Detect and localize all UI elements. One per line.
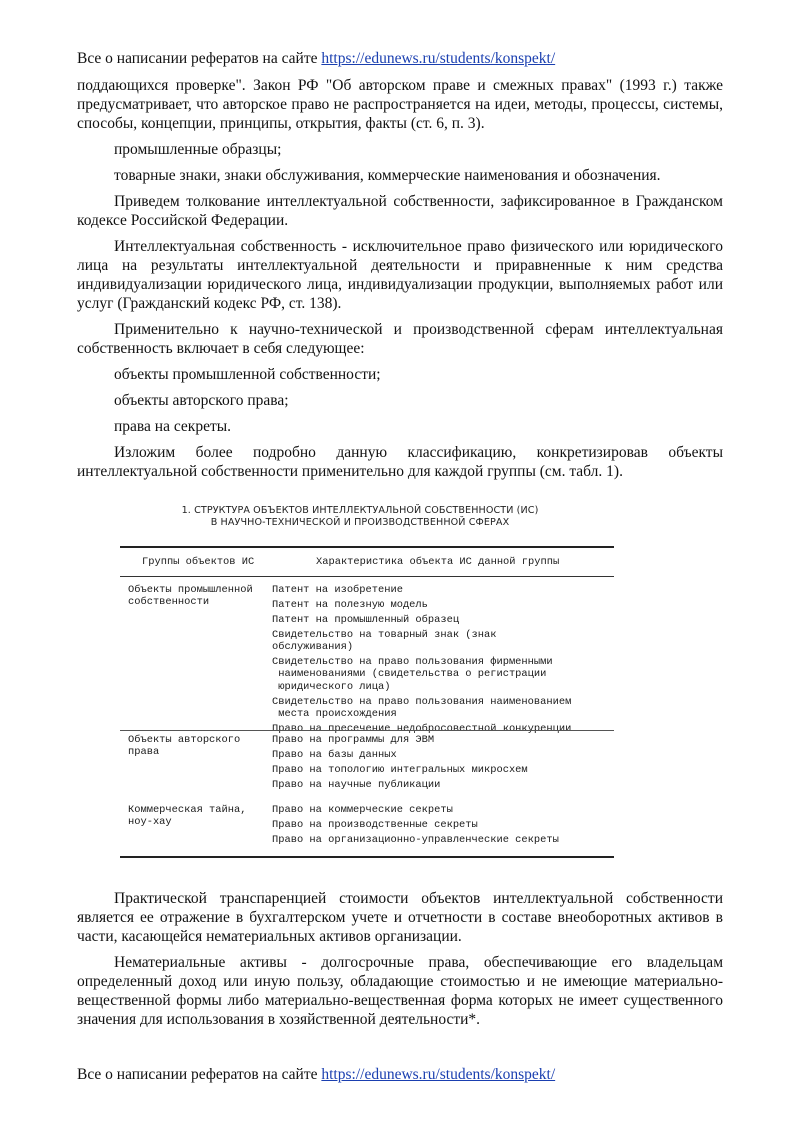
table-item: Право на базы данных <box>272 748 397 761</box>
paragraph: Приведем толкование интеллектуальной собственности, зафиксированное в Гражданском кодексе Российской Федерации. <box>77 193 723 229</box>
list-item: промышленные образцы; <box>114 141 282 158</box>
page-header <box>77 49 555 69</box>
page-footer <box>77 1065 555 1085</box>
paragraph: поддающихся проверке". Закон РФ "Об авторском праве и смежных правах" (1993 г.) также предусматривает, что авторское право не распространяется на идеи, методы, процессы, системы, способы, концепции, принципы, открытия, факты (ст. 6, п. 3). <box>77 77 723 132</box>
table-figure <box>120 505 614 846</box>
table-item: Свидетельство на право пользования наименованием места происхождения <box>272 695 572 721</box>
table-title-line-1: 1. СТРУКТУРА ОБЪЕКТОВ ИНТЕЛЛЕКТУАЛЬНОЙ СОБСТВЕННОСТИ (ИС) <box>181 505 539 516</box>
footer-link[interactable]: https://edunews.ru/students/konspekt/ <box>321 1066 556 1083</box>
paragraph: Практической транспаренцией стоимости объектов интеллектуальной собственности является ее отражение в бухгалтерском учете и отчетности в составе внеоборотных активов в части, касающейся нематериальных активов организации. <box>77 890 723 945</box>
table-item: Патент на изобретение <box>272 584 403 596</box>
body-text-bottom <box>77 889 723 1029</box>
table-item: Право на программы для ЭВМ <box>272 734 435 746</box>
table-header-groups: Группы объектов ИС <box>142 556 255 568</box>
table-item: Право на производственные секреты <box>272 818 478 831</box>
table-group-divider <box>120 730 614 731</box>
paragraph: Интеллектуальная собственность - исключительное право физического или юридического лица на результаты интеллектуальной деятельности и приравненные к ним средства индивидуализации юридического лица, индивидуализации продукции, выполняемых работ или услуг (Гражданский кодекс РФ, ст. 138). <box>77 238 723 312</box>
table-group-name: Объекты промышленной собственности <box>128 584 253 609</box>
list-item: товарные знаки, знаки обслуживания, коммерческие наименования и обозначения. <box>114 167 661 184</box>
list-item: объекты промышленной собственности; <box>114 366 381 383</box>
table-item: Право на научные публикации <box>272 778 441 791</box>
table-item: Право на пресечение недобросовестной конкуренции <box>272 723 572 736</box>
header-link[interactable]: https://edunews.ru/students/konspekt/ <box>321 50 556 67</box>
table-group-items <box>272 584 614 735</box>
header-text: Все о написании рефератов на сайте <box>77 50 322 67</box>
table-item: Свидетельство на товарный знак (знак обслуживания) <box>272 628 497 654</box>
table-item: Свидетельство на право пользования фирменными наименованиями (свидетельства о регистрации юридического лица) <box>272 656 553 693</box>
table-item: Патент на промышленный образец <box>272 613 460 626</box>
table-group-items <box>272 734 614 791</box>
table-header-rule <box>120 576 614 577</box>
table-title-line-2: В НАУЧНО-ТЕХНИЧЕСКОЙ И ПРОИЗВОДСТВЕННОЙ СФЕРАХ <box>210 517 510 528</box>
paragraph: Изложим более подробно данную классификацию, конкретизировав объекты интеллектуальной собственности применительно для каждой группы (см. табл. 1). <box>77 444 723 480</box>
table-item: Право на коммерческие секреты <box>272 804 453 816</box>
table-group-items <box>272 804 614 846</box>
table-bottom-rule <box>120 856 614 858</box>
footer-text: Все о написании рефератов на сайте <box>77 1066 322 1083</box>
paragraph: Применительно к научно-технической и производственной сферам интеллектуальная собственность включает в себя следующее: <box>77 321 723 357</box>
list-item: права на секреты. <box>114 418 232 435</box>
table-group-name: Коммерческая тайна, ноу-хау <box>128 804 247 829</box>
table-item: Право на организационно-управленческие секреты <box>272 833 559 846</box>
table-group-name: Объекты авторского права <box>128 734 241 759</box>
paragraph: Нематериальные активы - долгосрочные права, обеспечивающие его владельцам определенный доход или иную пользу, обладающие стоимостью и не имеющие материально-вещественной формы либо материально-вещественная форма которых не имеет существенного значения для использования в хозяйственной деятельности*. <box>77 954 723 1028</box>
table-item: Патент на полезную модель <box>272 598 428 611</box>
body-text-top <box>77 76 723 481</box>
table-header-characteristics: Характеристика объекта ИС данной группы <box>316 556 560 568</box>
table-item: Право на топологию интегральных микросхем <box>272 763 528 776</box>
list-item: объекты авторского права; <box>114 392 289 409</box>
table-top-rule <box>120 546 614 548</box>
